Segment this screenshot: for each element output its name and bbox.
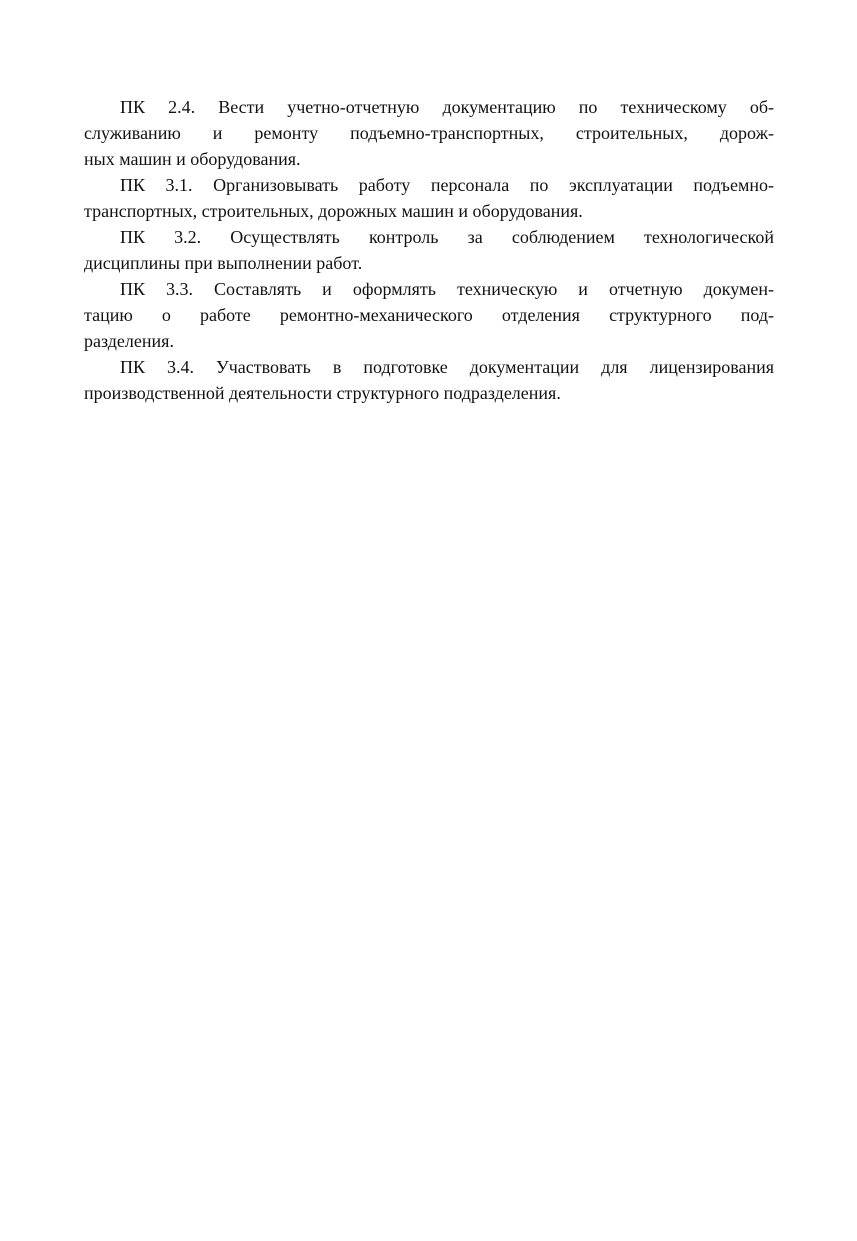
text-line: ПК 3.1. Организовывать работу персонала по эксплуатации подъемно- <box>120 175 774 195</box>
text-line: разделения. <box>84 331 174 351</box>
text-line: ных машин и оборудования. <box>84 149 301 169</box>
text-line: ПК 3.4. Участвовать в подготовке документации для лицензирования <box>120 357 774 377</box>
text-line: служиванию и ремонту подъемно-транспортных, строительных, дорож- <box>84 123 774 143</box>
text-block <box>84 94 774 406</box>
text-line: транспортных, строительных, дорожных машин и оборудования. <box>84 201 583 221</box>
text-line: дисциплины при выполнении работ. <box>84 253 363 273</box>
text-line: производственной деятельности структурного подразделения. <box>84 383 561 403</box>
paragraph <box>84 172 774 224</box>
paragraph <box>84 94 774 172</box>
text-line: тацию о работе ремонтно-механического отделения структурного под- <box>84 305 774 325</box>
text-line: ПК 2.4. Вести учетно-отчетную документацию по техническому об- <box>120 97 774 117</box>
paragraph <box>84 354 774 406</box>
text-line: ПК 3.2. Осуществлять контроль за соблюдением технологической <box>120 227 774 247</box>
paragraph <box>84 276 774 354</box>
text-line: ПК 3.3. Составлять и оформлять техническую и отчетную докумен- <box>120 279 774 299</box>
paragraph <box>84 224 774 276</box>
